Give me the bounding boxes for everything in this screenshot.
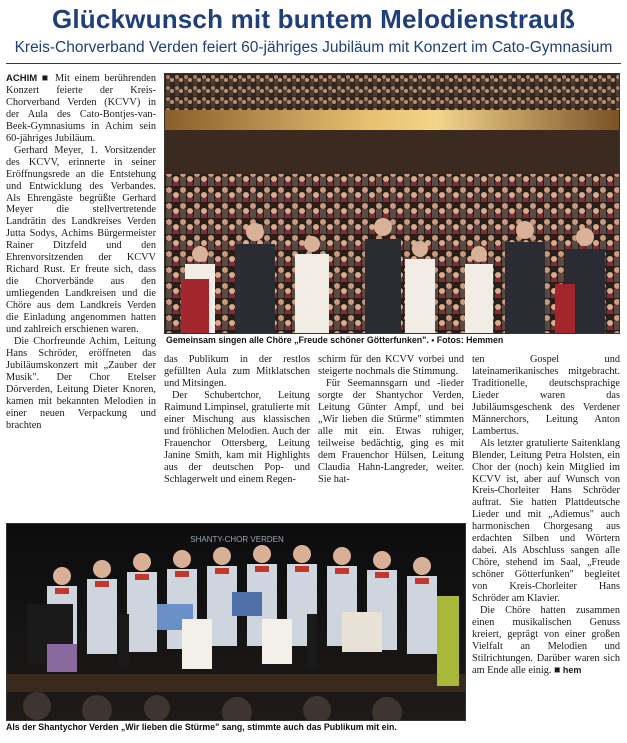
author-signature: hem	[562, 664, 582, 675]
photo-shanty-choir	[6, 523, 466, 721]
article-column-3	[318, 354, 464, 514]
photo-choirs-singing	[164, 73, 620, 334]
photo-credit: ▪ Fotos: Hemmen	[431, 335, 504, 345]
dateline: ACHIM	[6, 73, 38, 84]
article-column-1	[6, 73, 156, 515]
paragraph: Die Chorfreunde Achim, Leitung Hans Schröder, eröffneten das Jubiläumskonzert mit „Zauber der Musik". Der Chor Etelser Dörverden, Leitung Dieter Knoren, kamen mit bekannten Melodien in einer neuen Verpackung und brachten	[6, 335, 156, 431]
audience-photo-image	[165, 74, 619, 333]
closing-text: Die Chöre hatten zusammen einen musikalischen Genuss kreiert, geprägt von einer großen Vielfalt an Melodien und Stilrichtungen. Darüber waren sich am Ende alle einig.	[472, 605, 620, 676]
lead-paragraph	[6, 73, 156, 145]
paragraph	[472, 605, 620, 677]
headline: Glückwunsch mit buntem Melodienstrauß	[51, 4, 576, 34]
photo2-caption: Als der Shantychor Verden „Wir lieben die Stürme" sang, stimmte auch das Publikum mit ein.	[6, 722, 397, 732]
lead-text: Mit einem berührenden Konzert feierte der Kreis-Chorverband Verden (KCVV) in der Aula des Cato-Bontjes-van-Beek-Gymnasiums in Achim sein 60-jähriges Jubiläum.	[6, 73, 157, 144]
paragraph: Der Schubertchor, Leitung Raimund Limpinsel, gratulierte mit einer Mischung aus klassischen und fröhlichen Melodien. Auch der Frauenchor Ottersberg, Leitung Janine Smith, kam mit Highlights aus der deutschen Pop- und Schlagerwelt und einem Regen-	[164, 389, 310, 485]
article-column-4	[472, 354, 620, 734]
paragraph: Gerhard Meyer, 1. Vorsitzender des KCVV, erinnerte in seiner Eröffnungsrede an die Entstehung und Entwicklung des Verbandes. Als Ehrengäste begrüßte Gerhard Meyer die stellvertretende Landrätin des Landkreises Verden Jutta Sodys, Achims Bürgermeister Rainer Ditzfeld und den Ehrenvorsitzenden der KCVV Richard Rust. Er freute sich, dass die Chorverbände aus den umliegenden Landkreisen und die Chöre aus dem Landkreis Verden die Einladung angenommen hatten und zahlreich erschienen waren.	[6, 144, 156, 336]
paragraph: Für Seemannsgarn und -lieder sorgte der Shantychor Verden, Leitung Günter Ampf, und bei „Wir lieben die Stürme" stimmten alle mit ein. Etwas ruhiger, teilweise bedächtig, ging es mit dem Frauenchor Hülsen, Leitung Claudia Hahn-Langreder, weiter. Sie hat-	[318, 377, 464, 485]
paragraph: das Publikum in der restlos gefüllten Aula zum Mitklatschen und Mitsingen.	[164, 354, 310, 389]
end-mark-icon: ■	[554, 664, 561, 676]
subheadline: Kreis-Chorverband Verden feiert 60-jähriges Jubiläum mit Konzert im Cato-Gymnasium	[14, 39, 613, 56]
paragraph: ten Gospel und lateinamerikanisches mitgebracht. Traditionelle, deutschsprachige Lieder waren das Jubiläumsgeschenk des Verdener Männerchors, Leitung Anton Lambertus.	[472, 354, 620, 437]
paragraph: schirm für den KCVV vorbei und steigerte nochmals die Stimmung.	[318, 354, 464, 377]
headline-rule	[6, 63, 621, 64]
photo1-caption-line	[166, 335, 503, 346]
bullet-icon: ■	[41, 73, 51, 84]
article-column-2	[164, 354, 310, 514]
choir-banner-text: SHANTY-CHOR VERDEN	[190, 535, 284, 544]
photo1-caption: Gemeinsam singen alle Chöre „Freude schöner Götterfunken".	[166, 335, 429, 345]
paragraph: Als letzter gratulierte Saitenklang Blender, Leitung Petra Holsten, ein Chor der (noch) kein Mitglied im KCVV ist, aber auf Wunsch von Kreis-Chorleiter Hans Schröder auftrat. Sie hatten Plattdeutsche Lieder und mit „Adiemus" auch harmonischen Chorgesang aus erdachten Silben und Wörtern dabei. Als Abschluss sangen alle Chöre, stehend im Saal, „Freude schöner Götterfunken" begleitet von Kreis-Chorleiter Hans Schröder am Klavier.	[472, 437, 620, 605]
shanty-photo-image	[7, 524, 465, 720]
